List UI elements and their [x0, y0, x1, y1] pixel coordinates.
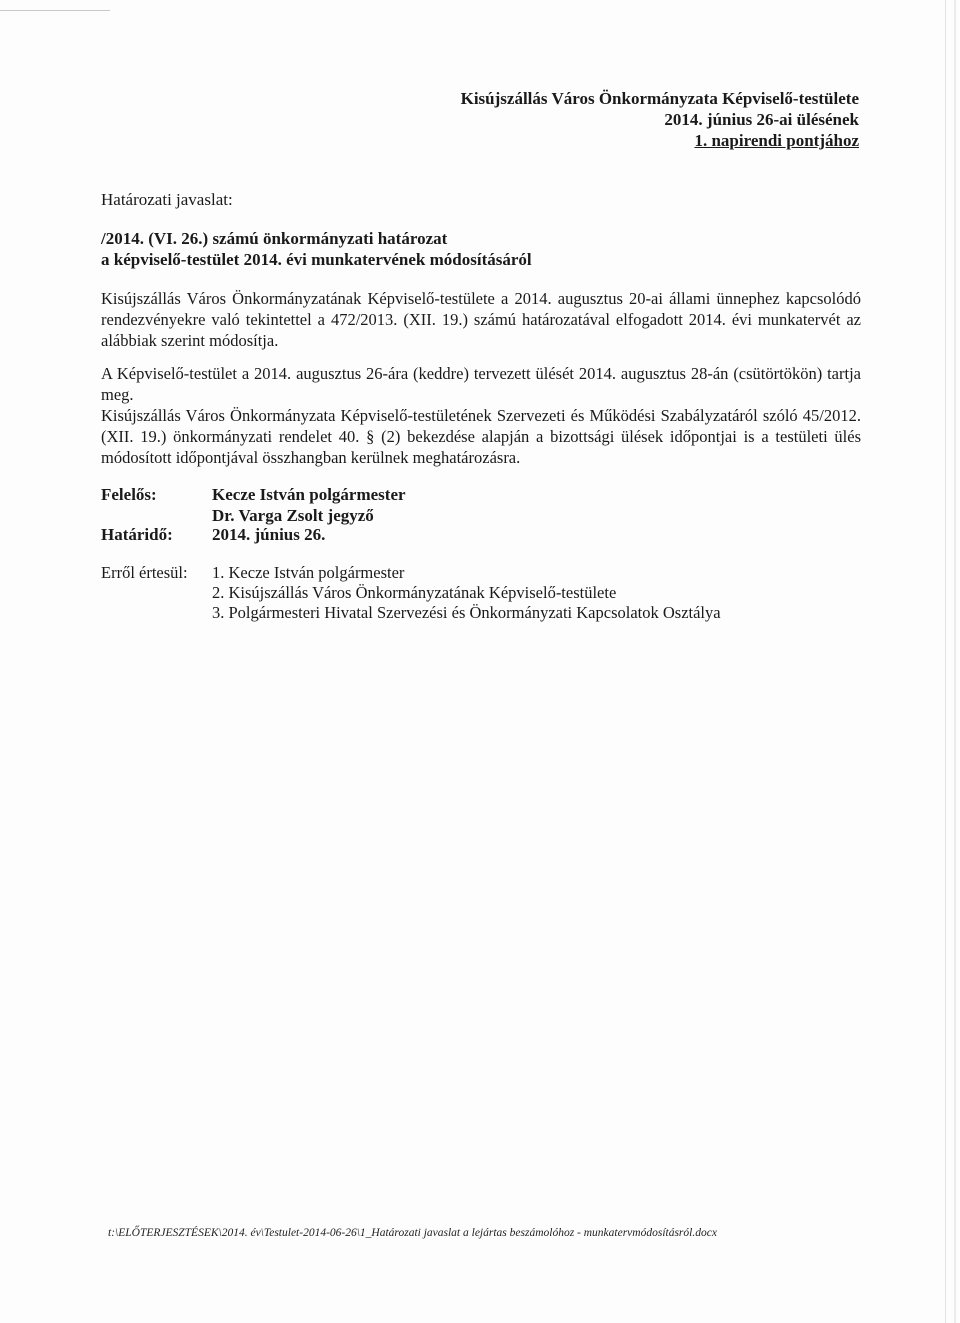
responsible-label: Felelős: [101, 485, 157, 504]
resolution-title [101, 228, 532, 270]
header-body-line: Kisújszállás Város Önkormányzata Képviselő-testülete [460, 89, 859, 108]
notification-item: 2. Kisújszállás Város Önkormányzatának Képviselő-testülete [212, 583, 617, 602]
proposal-title: Határozati javaslat: [101, 190, 233, 209]
scan-edge-shadow [954, 0, 956, 1323]
header-agenda-line: 1. napirendi pontjához [694, 131, 859, 150]
scan-edge [945, 0, 946, 1323]
resolution-subject-line: a képviselő-testület 2014. évi munkatervének módosításáról [101, 250, 532, 269]
paragraph-committee-meetings: Kisújszállás Város Önkormányzata Képviselő-testületének Szervezeti és Működési Szabályzatáról szóló 45/2012. (XII. 19.) önkormányzati rendelet 40. § (2) bekezdése alapján a bizottsági ülések időpontjai is a testületi ülés módosított időpontjával összhangban kerülnek meghatározásra. [101, 406, 861, 467]
resolution-number-line: /2014. (VI. 26.) számú önkormányzati határozat [101, 229, 448, 248]
responsible-person-notary: Dr. Varga Zsolt jegyző [212, 506, 374, 525]
document-header [461, 88, 859, 151]
header-meeting-line: 2014. június 26-ai ülésének [664, 110, 859, 129]
deadline-label: Határidő: [101, 525, 173, 544]
deadline-value: 2014. június 26. [212, 525, 326, 544]
responsible-values [212, 484, 406, 526]
responsible-person-mayor: Kecze István polgármester [212, 485, 406, 504]
paragraph-amendment: Kisújszállás Város Önkormányzatának Képviselő-testülete a 2014. augusztus 20-ai állami ünnephez kapcsolódó rendezvényekre való tekintettel a 472/2013. (XII. 19.) számú határozatával elfogadott 2014. évi munkatervét az alábbiak szerint módosítja. [101, 289, 861, 350]
scan-artifact-line [0, 10, 110, 11]
notification-item: 3. Polgármesteri Hivatal Szervezési és Önkormányzati Kapcsolatok Osztálya [212, 603, 721, 622]
notification-label: Erről értesül: [101, 563, 188, 582]
paragraph-meeting-change: A Képviselő-testület a 2014. augusztus 26-ára (keddre) tervezett ülését 2014. augusztus 28-án (csütörtökön) tartja meg. [101, 364, 861, 404]
file-path-footer: t:\ELŐTERJESZTÉSEK\2014. év\Testulet-2014-06-26\1_Határozati javaslat a lejártas beszámolóhoz - munkatervmódosításról.docx [108, 1227, 717, 1239]
notification-list [212, 563, 721, 623]
notification-item: 1. Kecze István polgármester [212, 563, 405, 582]
